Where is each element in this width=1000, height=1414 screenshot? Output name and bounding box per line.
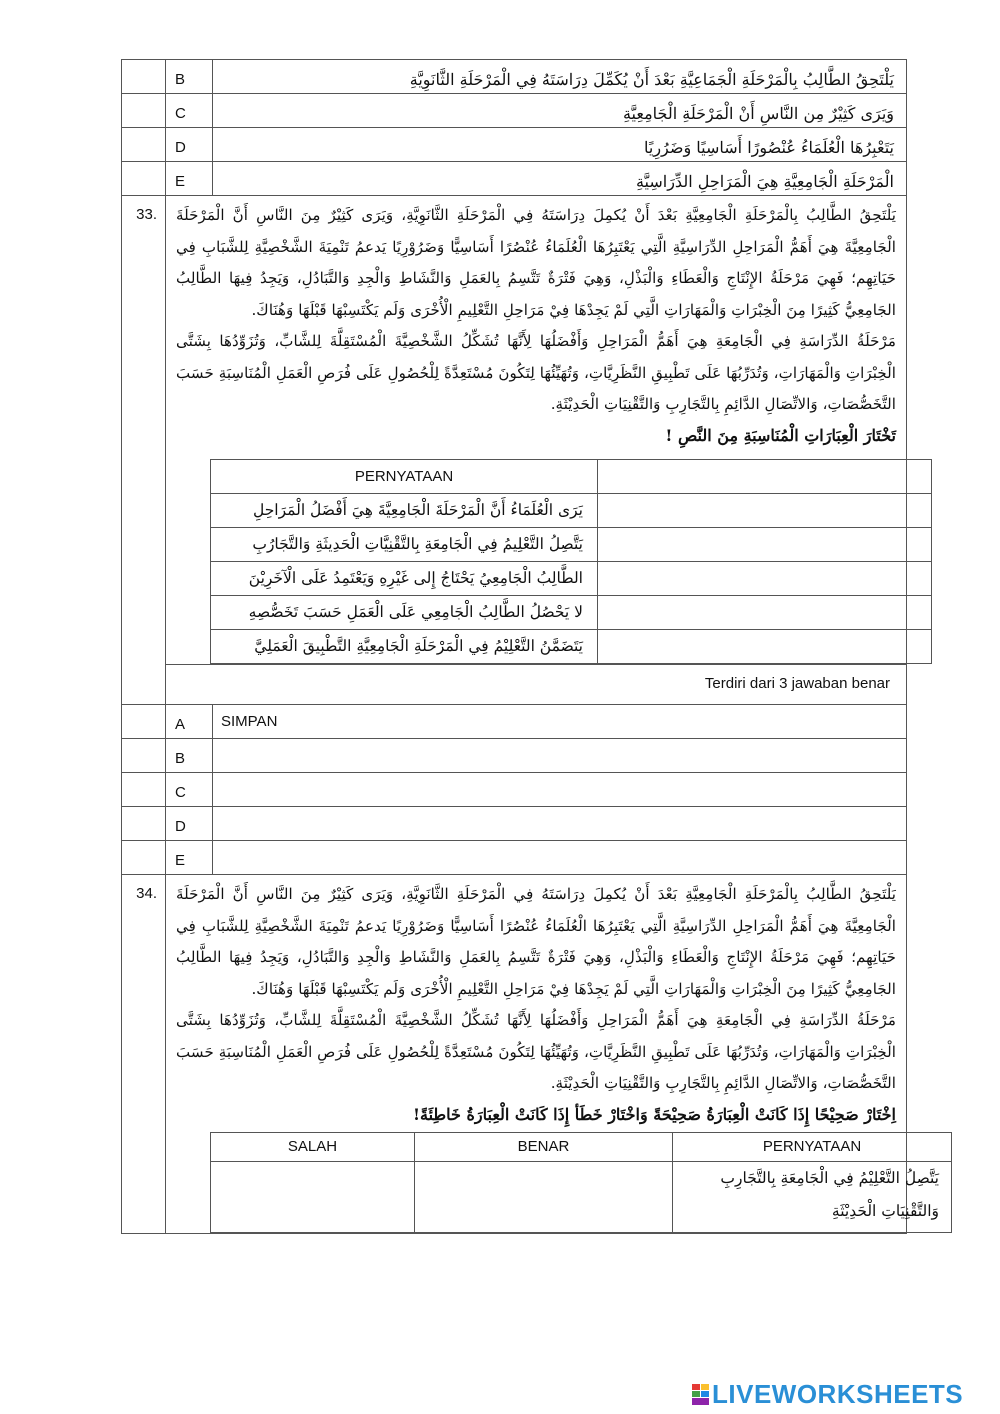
blank-cell xyxy=(598,561,932,595)
statement-item: يَتَّصِلُ التَّعْلِيْمُ فِي الْجَامِعَةِ بِالتَّجَارِبِ وَالتَّقْنِيَاتِ الْحَدِيْثَةِ xyxy=(673,1161,952,1232)
statement-item[interactable]: لا يَحْصُلُ الطَّالِبُ الْجَامِعِي عَلَى الْعَمَلِ حَسَبَ تَخَصُّصِهِ xyxy=(211,595,598,629)
passage-paragraph-2: مَرْحَلَةُ الدِّرَاسَةِ فِي الْجَامِعَةِ هِيَ أَهَمُّ الْمَرَاحِلِ وَأَفْضَلُهَا لِأَنَّهَا تُشَكِّلُ الشَّخْصِيَّةَ الْمُسْتَقِلَّةَ لِلشَّابِّ، وَتُزَوِّدُهَا بِشَتَّى الْخِبْرَاتِ وَالْمَهَارَاتِ، وَتُدَرِّبُهَا عَلَى تَطْبِيقِ النَّظَرِيَّاتِ، وَتُهَيِّئُهَا لِتَكُونَ مُسْتَعِدَّةً لِلْحُصُولِ عَلَى فُرَصِ الْعَمَلِ الْمُنَاسِبَةِ حَسَبَ التَّخَصُّصَاتِ، وَالاتِّصَالِ الدَّائِمِ بِالتَّجَارِبِ وَالتَّقْنِيَاتِ الْحَدِيْثَةِ. xyxy=(176,1011,896,1092)
blank-cell xyxy=(122,807,166,841)
option-letter: B xyxy=(166,60,213,94)
passage-paragraph-1: يَلْتَحِقُ الطَّالِبُ بِالْمَرْحَلَةِ الْجَامِعِيَّةِ بَعْدَ أَنْ يُكمِلَ دِرَاسَتَهُ فِي الْمَرْحَلَةِ الثَّانَوِيَّةِ، وَيَرَى كَثِيْرٌ مِنَ النَّاسِ أَنَّ الْمَرْحَلَةَ الْجَامِعِيَّةَ هِيَ أَهَمُّ الْمَرَاحِلِ الدِّرَاسِيَّةِ الَّتِي يَعْتَبِرُهَا الْعُلَمَاءُ عُنْصُرًا أَسَاسِيًّا وَضَرُوْرِيًا يَدعمُ تَنْمِيَةَ الشَّخْصِيَّةِ لِلشَّبَابِ فِي حَيَاتِهِم؛ فَهِيَ مَرْحَلَةُ الإِنْتَاجِ وَالْعَطَاءِ وَالْبَذْلِ، وَهِيَ فَتْرَةٌ تَتَّسِمُ بِالعَمَلِ وَالنَّشَاطِ وَالْجِدِ وَالتَّبَادُلِ، وَيَجِدُ فِيهَا الطَّالِبُ الجَامِعِيُّ كَثِيرًا مِنَ الْخِبْرَاتِ وَالْمَهَارَاتِ الَّتِي لَمْ يَجِدْهَا فِيْ مَرَاحِلِ التَّعْلِيمِ الْأُخْرَى وَلَم يَكْتَسِبْهَا قَبْلَهَا وَهُنَاكَ. xyxy=(176,206,896,319)
reading-passage xyxy=(166,196,906,421)
answer-drop-zone[interactable]: SIMPAN xyxy=(213,705,907,739)
answer-drop-zone[interactable] xyxy=(213,739,907,773)
blank-cell xyxy=(122,60,166,94)
passage-paragraph-2: مَرْحَلَةُ الدِّرَاسَةِ فِي الْجَامِعَةِ هِيَ أَهَمُّ الْمَرَاحِلِ وَأَفْضَلُهَا لِأَنَّهَا تُشَكِّلُ الشَّخْصِيَّةَ الْمُسْتَقِلَّةَ لِلشَّابِّ، وَتُزَوِّدُهَا بِشَتَّى الْخِبْرَاتِ وَالْمَهَارَاتِ، وَتُدَرِّبُهَا عَلَى تَطْبِيقِ النَّظَرِيَّاتِ، وَتُهَيِّئُهَا لِتَكُونَ مُسْتَعِدَّةً لِلْحُصُولِ عَلَى فُرَصِ الْعَمَلِ الْمُنَاسِبَةِ حَسَبَ التَّخَصُّصَاتِ، وَالاتِّصَالِ الدَّائِمِ بِالتَّجَارِبِ وَالتَّقْنِيَاتِ الْحَدِيْثَةِ. xyxy=(176,332,896,413)
option-text[interactable]: الْمَرْحَلَةِ الْجَامِعِيَّةِ هِيَ الْمَرَاحِلِ الدِّرَاسِيَّةِ xyxy=(213,162,907,196)
question-instruction: تَخْتَارَ الْعِبَارَاتِ الْمُنَاسِبَةِ مِنَ النَّصِ ! xyxy=(665,425,896,445)
answer-letter: A xyxy=(166,705,213,739)
logo-icon xyxy=(692,1384,710,1406)
blank-cell xyxy=(598,459,932,493)
question-34 xyxy=(122,875,907,1234)
question-number: 34. xyxy=(122,875,166,1234)
blank-cell xyxy=(598,493,932,527)
blank-cell xyxy=(122,128,166,162)
option-letter: C xyxy=(166,94,213,128)
answer-count-note: Terdiri dari 3 jawaban benar xyxy=(166,664,906,703)
answer-letter: C xyxy=(166,773,213,807)
answer-drop-zone[interactable] xyxy=(213,841,907,875)
option-letter: D xyxy=(166,128,213,162)
blank-cell xyxy=(122,705,166,739)
statement-item[interactable]: يَتَضَمَّنُ التَّعْلِيْمُ فِي الْمَرْحَلَةِ الْجَامِعِيَّةِ التَّطْبِيقَ الْعَمَلِيَّ xyxy=(211,629,598,663)
statement-item[interactable]: الطَّالِبُ الْجَامِعِيُ يَحْتَاجُ إِلى غَيْرِهِ وَيَعْتَمِدُ عَلَى الْآخَرِيْنَ xyxy=(211,561,598,595)
benar-header: BENAR xyxy=(415,1132,673,1161)
question-33-body xyxy=(166,196,907,705)
benar-choice[interactable] xyxy=(415,1161,673,1232)
brand-name: LIVEWORKSHEETS xyxy=(712,1379,964,1409)
statement-item[interactable]: يَرَى الْعُلَمَاءُ أَنَّ الْمَرْحَلَةَ الْجَامِعِيَّةَ هِيَ أَفْضَلُ الْمَرَاحِلِ xyxy=(211,493,598,527)
answer-row-e xyxy=(122,841,907,875)
question-34-body xyxy=(166,875,939,1234)
blank-cell xyxy=(598,595,932,629)
pernyataan-header: PERNYATAAN xyxy=(673,1132,952,1161)
statements-table xyxy=(210,459,932,664)
salah-header: SALAH xyxy=(211,1132,415,1161)
answer-drop-zone[interactable] xyxy=(213,807,907,841)
option-row-b xyxy=(122,60,907,94)
option-row-e xyxy=(122,162,907,196)
reading-passage xyxy=(166,875,906,1100)
blank-cell xyxy=(122,773,166,807)
salah-choice[interactable] xyxy=(211,1161,415,1232)
answer-row-c xyxy=(122,773,907,807)
answer-row-a xyxy=(122,705,907,739)
liveworksheets-logo xyxy=(692,1379,963,1410)
question-33 xyxy=(122,196,907,705)
answer-letter: D xyxy=(166,807,213,841)
option-row-d xyxy=(122,128,907,162)
option-text[interactable]: يَتَعْبِرُهَا الْعُلَمَاءُ عُنْصُورًا أَسَاسِيًا وَضَرُرِيًا xyxy=(213,128,907,162)
option-row-c xyxy=(122,94,907,128)
question-instruction: اِخْتَارْ صَحِيْحًا إِذَا كَانَتْ الْعِبَارَةُ صَحِيْحَةً وَاخْتَارْ خَطَأ إِذَا كَانَتْ الْعِبَارَةُ خَاطِئَةً! xyxy=(413,1104,896,1124)
option-text[interactable]: يَلْتَحِقُ الطَّالِبُ بِالْمَرْحَلَةِ الْجَمَاعِيَّةِ بَعْدَ أَنْ يُكَمِّلَ دِرَاسَتَهُ فِي الْمَرْحَلَةِ الثَّانَوِيَّةِ xyxy=(213,60,907,94)
blank-cell xyxy=(122,841,166,875)
blank-cell xyxy=(598,629,932,663)
statement-item[interactable]: يَتَّصِلُ التَّعْلِيمُ فِي الْجَامِعَةِ بِالتَّقْنِيَّاتِ الْحَدِيثَةِ وَالتَّجَارُبِ xyxy=(211,527,598,561)
option-text[interactable]: وَيَرَى كَثِيْرٌ مِن النَّاسِ أَنْ الْمَرْحَلَةِ الْجَامِعِيَّةِ xyxy=(213,94,907,128)
blank-cell xyxy=(122,94,166,128)
answer-drop-zone[interactable] xyxy=(213,773,907,807)
answer-row-b xyxy=(122,739,907,773)
statement-header: PERNYATAAN xyxy=(211,459,598,493)
blank-cell xyxy=(122,162,166,196)
question-number: 33. xyxy=(122,196,166,705)
option-letter: E xyxy=(166,162,213,196)
answer-row-d xyxy=(122,807,907,841)
true-false-table xyxy=(210,1132,952,1233)
answer-letter: B xyxy=(166,739,213,773)
passage-paragraph-1: يَلْتَحِقُ الطَّالِبُ بِالْمَرْحَلَةِ الْجَامِعِيَّةِ بَعْدَ أَنْ يُكمِلَ دِرَاسَتَهُ فِي الْمَرْحَلَةِ الثَّانَوِيَّةِ، وَيَرَى كَثِيْرٌ مِنَ النَّاسِ أَنَّ الْمَرْحَلَةَ الْجَامِعِيَّةَ هِيَ أَهَمُّ الْمَرَاحِلِ الدِّرَاسِيَّةِ الَّتِي يَعْتَبِرُهَا الْعُلَمَاءُ عُنْصُرًا أَسَاسِيًّا وَضَرُوْرِيًا يَدعمُ تَنْمِيَةَ الشَّخْصِيَّةِ لِلشَّبَابِ فِي حَيَاتِهِم؛ فَهِيَ مَرْحَلَةُ الإِنْتَاجِ وَالْعَطَاءِ وَالْبَذْلِ، وَهِيَ فَتْرَةٌ تَتَّسِمُ بِالعَمَلِ وَالنَّشَاطِ وَالْجِدِ وَالتَّبَادُلِ، وَيَجِدُ فِيهَا الطَّالِبُ الجَامِعِيُّ كَثِيرًا مِنَ الْخِبْرَاتِ وَالْمَهَارَاتِ الَّتِي لَمْ يَجِدْهَا فِيْ مَرَاحِلِ التَّعْلِيمِ الْأُخْرَى وَلَم يَكْتَسِبْهَا قَبْلَهَا وَهُنَاكَ. xyxy=(176,885,896,998)
worksheet-table xyxy=(121,59,939,1234)
blank-cell xyxy=(122,739,166,773)
answer-letter: E xyxy=(166,841,213,875)
blank-cell xyxy=(598,527,932,561)
